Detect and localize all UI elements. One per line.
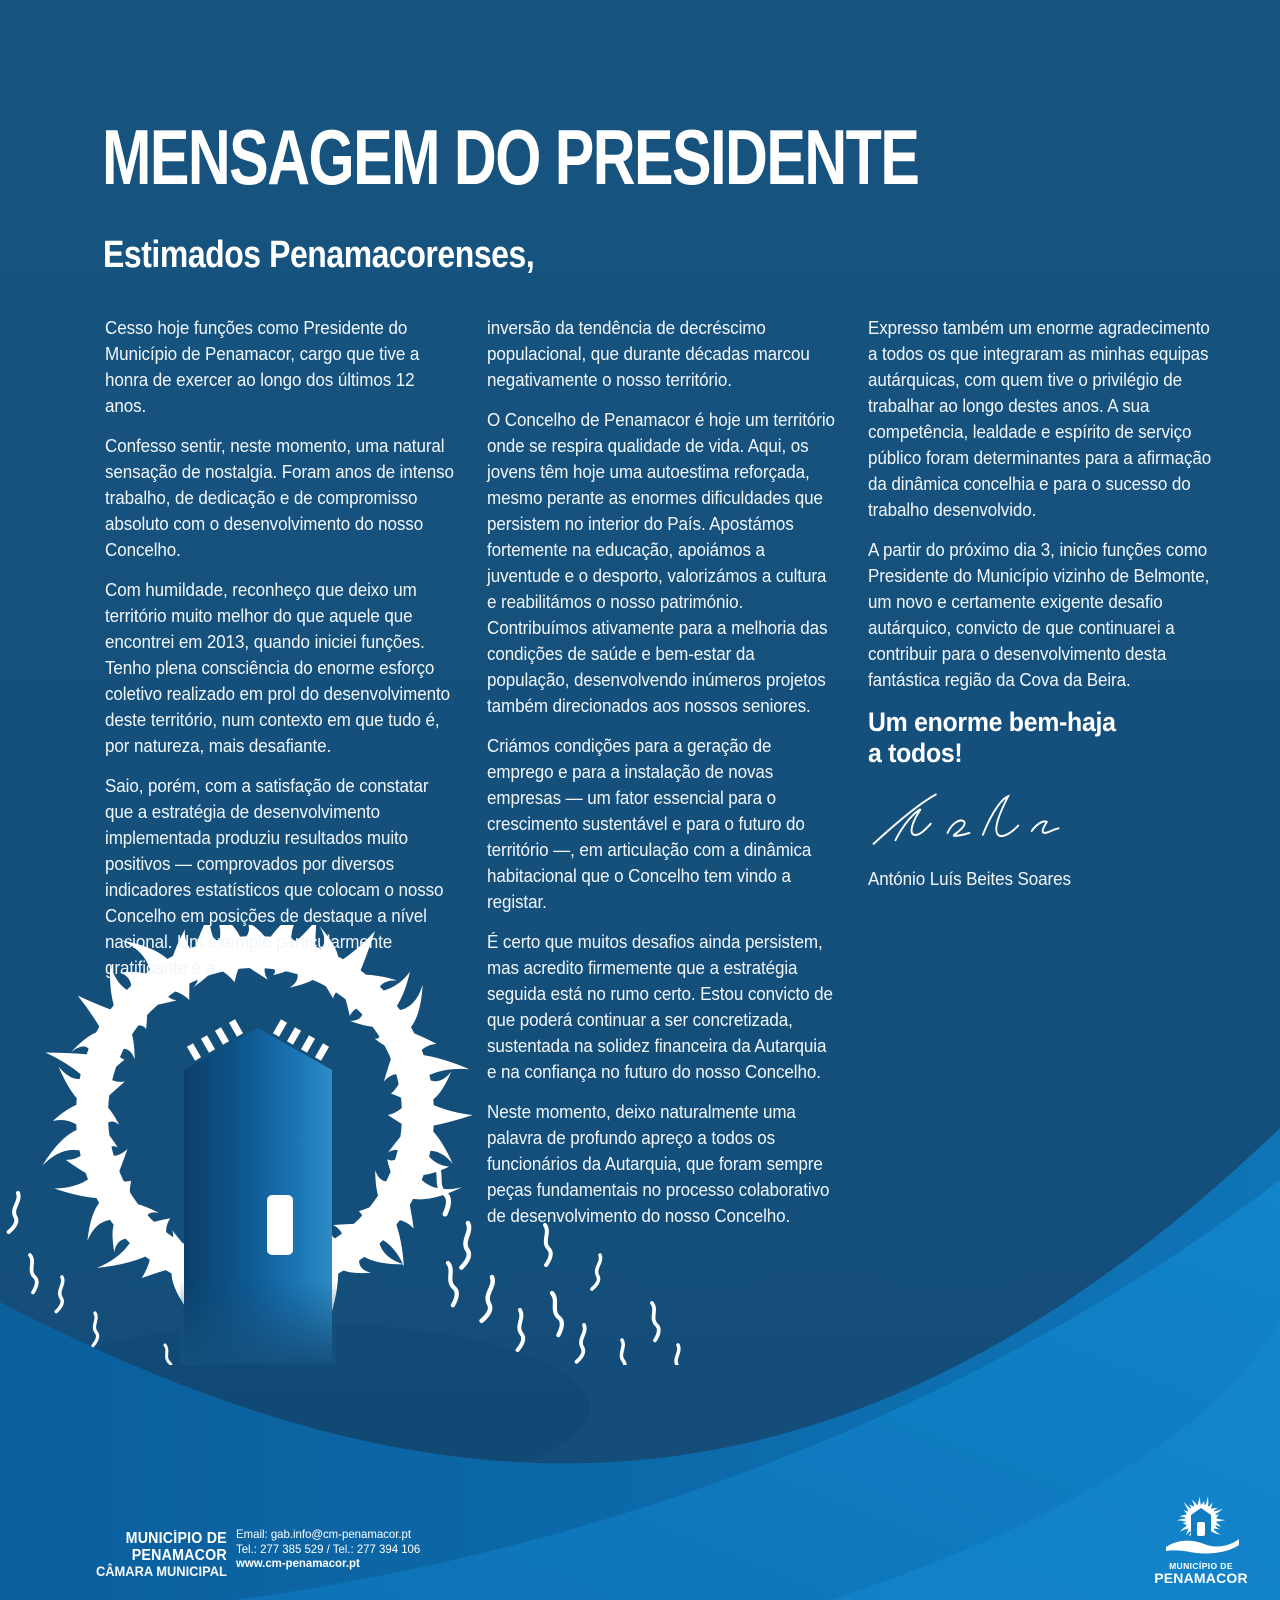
footer-contact [236,1527,420,1571]
body-paragraph: Saio, porém, com a satisfação de constatar que a estratégia de desenvolvimento implementada produziu resultados muito positivos — comprovados por diversos indicadores estatísticos que colocam o nosso Concelho em posições de destaque a nível nacional. Um exemplo particularmente gratificante é a [105,775,444,978]
body-paragraph: Expresso também um enorme agradecimento a todos os que integraram as minhas equipas autárquicas, com quem tive o privilégio de trabalhar ao longo destes anos. A sua competência, lealdade e espírito de serviço público foram determinantes para a afirmação da dinâmica concelhia e para o sucesso do trabalho desenvolvido. [868,317,1212,520]
body-paragraph: inversão da tendência de decréscimo populacional, que durante décadas marcou negativamente o nosso território. [487,317,810,390]
body-paragraph: Neste momento, deixo naturalmente uma palavra de profundo apreço a todos os funcionários da Autarquia, que foram sempre peças fundamentais no processo colaborativo de desenvolvimento do nosso Concelho. [487,1101,830,1226]
signatory-name: António Luís Beites Soares [868,868,1071,889]
body-paragraph: Cesso hoje funções como Presidente do Município de Penamacor, cargo que tive a honra de exercer ao longo dos últimos 12 anos. [105,317,420,416]
body-paragraph: Confesso sentir, neste momento, uma natural sensação de nostalgia. Foram anos de intenso trabalho, de dedicação e de compromisso absoluto com o desenvolvimento do nosso Concelho. [105,435,454,560]
body-paragraph: Com humildade, reconheço que deixo um território muito melhor do que aquele que encontrei em 2013, quando iniciei funções. Tenho plena consciência do enorme esforço coletivo realizado em prol do desenvolvimento deste território, num contexto em que tudo é, por natureza, mais desafiante. [105,579,450,756]
body-paragraph: Criámos condições para a geração de emprego e para a instalação de novas empresas — um fator essencial para o crescimento sustentável e para o futuro do território —, em articulação com a dinâmica habitacional que o Concelho tem vindo a registar. [487,735,812,912]
footer-org-name: MUNICÍPIO DE PENAMACOR [125,1530,227,1564]
logo-text-line2: PENAMACOR [1154,1570,1248,1587]
text-column-3 [868,315,1221,892]
signature-image [868,789,1066,853]
body-paragraph: O Concelho de Penamacor é hoje um território onde se respira qualidade de vida. Aqui, os jovens têm hoje uma autoestima reforçada, mesmo perante as enormes dificuldades que persistem no interior do País. Apostámos fortemente na educação, apoiámos a juventude e o desporto, valorizámos a cultura e reabilitámos o nosso património. Contribuímos ativamente para a melhoria das condições de saúde e bem-estar da população, desenvolvendo inúmeros projetos também direcionados aos nossos seniores. [487,409,835,716]
municipality-logo [1146,1494,1256,1586]
footer-phones: Tel.: 277 385 529 / Tel.: 277 394 106 [236,1541,421,1556]
footer-website: www.cm-penamacor.pt [236,1556,360,1570]
logo-text-line1: MUNICÍPIO DE [1169,1561,1233,1571]
body-paragraph: A partir do próximo dia 3, inicio funções como Presidente do Município vizinho de Belmonte, um novo e certamente exigente desafio autárquico, convicto de que continuarei a contribuir para o desenvolvimento desta fantástica região da Cova da Beira. [868,539,1210,690]
closing-heading [868,707,1221,769]
page-title: MENSAGEM DO PRESIDENTE [102,113,919,201]
municipality-logo-emblem [1146,1494,1256,1556]
text-column-1 [105,315,458,995]
salutation: Estimados Penamacorenses, [103,234,535,276]
closing-heading-line1: Um enorme bem-haja [868,707,1116,737]
footer-organization [30,1531,227,1580]
footer-org-subname: CÂMARA MUNICIPAL [95,1563,227,1580]
closing-heading-line2: a todos! [868,738,963,768]
tower-door [267,1195,293,1255]
footer-email: Email: gab.info@cm-penamacor.pt [236,1527,412,1541]
body-paragraph: É certo que muitos desafios ainda persistem, mas acredito firmemente que a estratégia seguida está no rumo certo. Estou convicto de que poderá continuar a ser concretizada, sustentada na solidez financeira da Autarquia e na confiança no futuro do nosso Concelho. [487,931,833,1082]
text-column-2 [487,315,840,1243]
